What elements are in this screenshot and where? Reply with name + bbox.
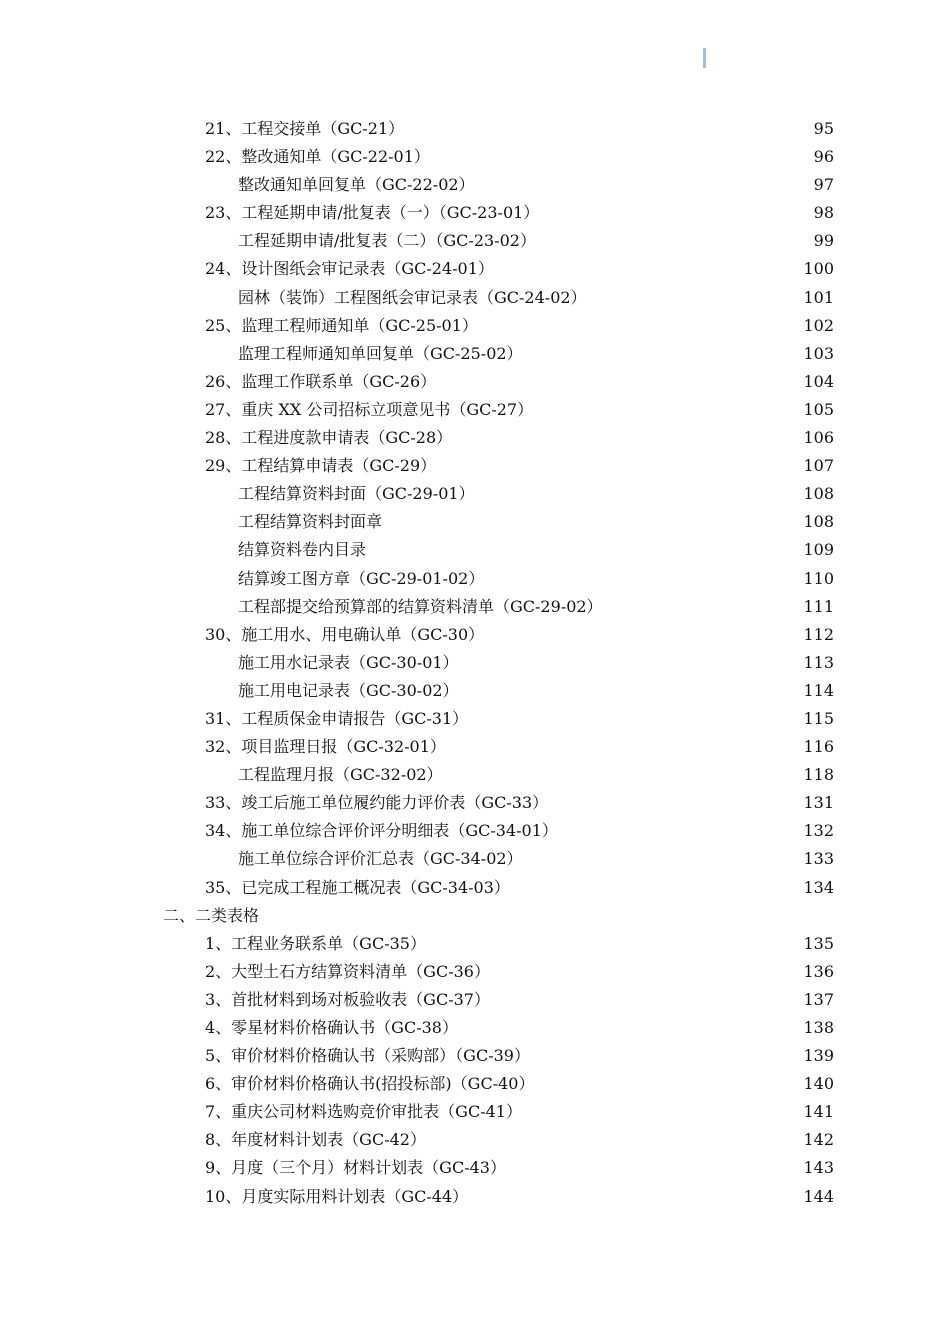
toc-entry-page-number: 108 [803, 512, 834, 532]
toc-entry[interactable] [0, 255, 950, 283]
toc-entry-label: 园林（装饰）工程图纸会审记录表（GC-24-02） [238, 287, 587, 307]
toc-entry[interactable] [0, 536, 950, 564]
toc-entry[interactable] [0, 340, 950, 368]
table-of-contents [0, 115, 950, 1211]
toc-section-heading[interactable] [0, 902, 950, 930]
toc-entry-page-number: 134 [803, 877, 834, 897]
toc-entry[interactable] [0, 199, 950, 227]
toc-entry-page-number: 97 [813, 175, 834, 195]
toc-entry[interactable] [0, 143, 950, 171]
toc-entry[interactable] [0, 284, 950, 312]
toc-entry[interactable] [0, 396, 950, 424]
toc-entry-page-number: 99 [813, 231, 834, 251]
toc-entry-page-number: 139 [803, 1046, 834, 1066]
toc-entry-page-number: 110 [803, 568, 834, 588]
toc-entry-label: 30、施工用水、用电确认单（GC-30） [205, 624, 485, 644]
toc-entry-label: 31、工程质保金申请报告（GC-31） [205, 708, 469, 728]
toc-entry-page-number: 112 [803, 624, 834, 644]
toc-entry-page-number: 102 [803, 315, 834, 335]
toc-entry-label: 工程延期申请/批复表（二）（GC-23-02） [238, 231, 536, 251]
toc-entry-page-number: 118 [803, 765, 834, 785]
toc-entry-label: 监理工程师通知单回复单（GC-25-02） [238, 343, 523, 363]
toc-entry[interactable] [0, 368, 950, 396]
toc-entry-label: 1、工程业务联系单（GC-35） [205, 933, 426, 953]
toc-entry-label: 34、施工单位综合评价评分明细表（GC-34-01） [205, 821, 558, 841]
toc-entry[interactable] [0, 874, 950, 902]
toc-entry-label: 结算竣工图方章（GC-29-01-02） [238, 568, 485, 588]
toc-entry-label: 32、项目监理日报（GC-32-01） [205, 737, 446, 757]
toc-entry-label: 4、零星材料价格确认书（GC-38） [205, 1018, 458, 1037]
toc-entry-page-number: 133 [803, 849, 834, 869]
toc-entry-page-number: 136 [803, 961, 834, 981]
toc-entry-label: 结算资料卷内目录 [238, 540, 367, 560]
toc-entry-page-number: 142 [803, 1130, 834, 1150]
toc-entry-label: 2、大型土石方结算资料清单（GC-36） [205, 961, 490, 981]
toc-entry[interactable] [0, 312, 950, 340]
toc-entry-page-number: 138 [803, 1018, 834, 1037]
toc-entry[interactable] [0, 171, 950, 199]
toc-entry-page-number: 137 [803, 989, 834, 1009]
toc-entry-page-number: 100 [803, 259, 834, 279]
toc-entry-label: 24、设计图纸会审记录表（GC-24-01） [205, 259, 494, 279]
toc-entry-label: 28、工程进度款申请表（GC-28） [205, 428, 453, 448]
toc-entry-page-number: 101 [803, 287, 834, 307]
toc-entry-page-number: 143 [803, 1158, 834, 1178]
toc-entry-page-number: 144 [803, 1186, 834, 1206]
toc-entry-label: 施工用电记录表（GC-30-02） [238, 680, 459, 700]
toc-entry-label: 10、月度实际用料计划表（GC-44） [205, 1186, 469, 1206]
toc-entry[interactable] [0, 845, 950, 873]
toc-entry[interactable] [0, 452, 950, 480]
toc-entry[interactable] [0, 1070, 950, 1098]
toc-entry[interactable] [0, 789, 950, 817]
toc-entry-label: 工程结算资料封面（GC-29-01） [238, 484, 475, 504]
toc-entry[interactable] [0, 508, 950, 536]
toc-entry[interactable] [0, 593, 950, 621]
toc-entry-label: 22、整改通知单（GC-22-01） [205, 147, 430, 167]
toc-entry[interactable] [0, 930, 950, 958]
toc-entry[interactable] [0, 621, 950, 649]
toc-entry[interactable] [0, 1014, 950, 1042]
toc-entry-page-number: 105 [803, 399, 834, 419]
toc-entry-page-number: 106 [803, 428, 834, 448]
toc-entry[interactable] [0, 1098, 950, 1126]
toc-entry[interactable] [0, 705, 950, 733]
toc-entry-label: 7、重庆公司材料选购竞价审批表（GC-41） [205, 1102, 522, 1122]
toc-entry-label: 26、监理工作联系单（GC-26） [205, 371, 437, 391]
toc-entry-page-number: 113 [803, 652, 834, 672]
toc-entry[interactable] [0, 733, 950, 761]
toc-entry-label: 8、年度材料计划表（GC-42） [205, 1130, 426, 1150]
toc-entry[interactable] [0, 1126, 950, 1154]
toc-entry-page-number: 95 [813, 119, 834, 138]
toc-entry[interactable] [0, 424, 950, 452]
toc-entry[interactable] [0, 227, 950, 255]
toc-entry[interactable] [0, 817, 950, 845]
toc-entry-label: 9、月度（三个月）材料计划表（GC-43） [205, 1158, 506, 1178]
toc-entry[interactable] [0, 986, 950, 1014]
toc-entry-label: 25、监理工程师通知单（GC-25-01） [205, 315, 478, 335]
toc-entry-page-number: 98 [813, 203, 834, 223]
toc-entry-page-number: 131 [803, 793, 834, 813]
toc-entry-page-number: 107 [803, 456, 834, 476]
toc-entry-page-number: 103 [803, 343, 834, 363]
toc-entry-label: 工程监理月报（GC-32-02） [238, 765, 443, 785]
text-cursor-mark [703, 48, 706, 68]
toc-entry-page-number: 111 [803, 596, 834, 616]
toc-entry[interactable] [0, 1183, 950, 1211]
toc-entry-label: 工程部提交给预算部的结算资料清单（GC-29-02） [238, 596, 603, 616]
toc-entry-label: 23、工程延期申请/批复表（一）（GC-23-01） [205, 203, 540, 223]
toc-entry-page-number: 135 [803, 933, 834, 953]
toc-entry-label: 33、竣工后施工单位履约能力评价表（GC-33） [205, 793, 549, 813]
toc-entry[interactable] [0, 1042, 950, 1070]
toc-entry-label: 27、重庆 XX 公司招标立项意见书（GC-27） [205, 399, 534, 419]
toc-entry-page-number: 115 [803, 708, 834, 728]
toc-entry-label: 施工用水记录表（GC-30-01） [238, 652, 459, 672]
toc-entry-label: 施工单位综合评价汇总表（GC-34-02） [238, 849, 523, 869]
toc-entry-label: 35、已完成工程施工概况表（GC-34-03） [205, 877, 510, 897]
toc-entry-label: 工程结算资料封面章 [238, 512, 383, 532]
toc-entry-label: 整改通知单回复单（GC-22-02） [238, 175, 475, 195]
toc-entry-page-number: 96 [813, 147, 834, 167]
toc-entry-page-number: 141 [803, 1102, 834, 1122]
toc-entry[interactable] [0, 565, 950, 593]
toc-entry-page-number: 132 [803, 821, 834, 841]
toc-entry-page-number: 114 [803, 680, 834, 700]
toc-entry-label: 6、审价材料价格确认书(招投标部)（GC-40） [205, 1074, 535, 1094]
toc-entry-label: 21、工程交接单（GC-21） [205, 119, 405, 138]
toc-entry[interactable] [0, 677, 950, 705]
toc-entry-page-number: 104 [803, 371, 834, 391]
toc-entry-page-number: 109 [803, 540, 834, 560]
toc-entry-label: 5、审价材料价格确认书（采购部）（GC-39） [205, 1046, 530, 1066]
toc-entry[interactable] [0, 480, 950, 508]
toc-entry[interactable] [0, 1154, 950, 1182]
toc-entry-label: 3、首批材料到场对板验收表（GC-37） [205, 989, 490, 1009]
toc-entry[interactable] [0, 761, 950, 789]
toc-entry-label: 二、二类表格 [163, 905, 260, 925]
toc-entry-page-number: 116 [803, 737, 834, 757]
toc-entry[interactable] [0, 649, 950, 677]
toc-entry[interactable] [0, 958, 950, 986]
toc-entry-page-number: 108 [803, 484, 834, 504]
toc-entry-label: 29、工程结算申请表（GC-29） [205, 456, 437, 476]
toc-entry-page-number: 140 [803, 1074, 834, 1094]
toc-entry[interactable] [0, 115, 950, 143]
